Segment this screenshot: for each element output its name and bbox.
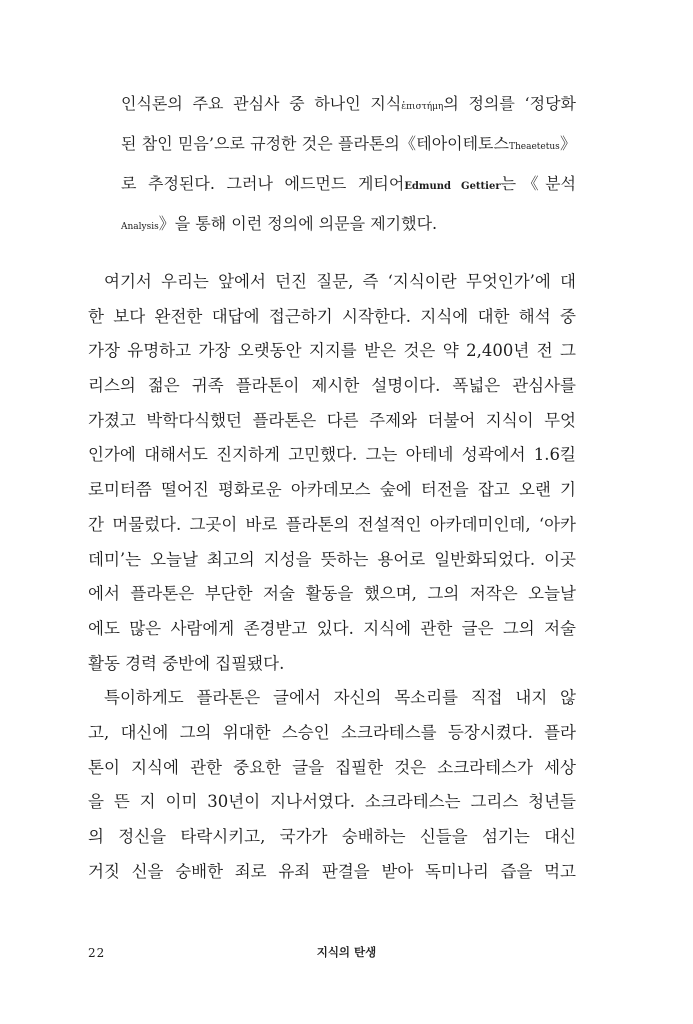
quote-text: 는《분석: [500, 174, 576, 193]
body-line: 로미터쯤 떨어진 평화로운 아카데모스 숲에 터전을 잡고 오랜 기: [88, 480, 576, 500]
body-line: 에서 플라톤은 부단한 저술 활동을 했으며, 그의 저작은 오늘날: [88, 584, 576, 604]
quote-line-2: [121, 124, 576, 164]
body-line: 데미’는 오늘날 최고의 지성을 뜻하는 용어로 일반화되었다. 이곳: [88, 549, 576, 569]
quote-line-1: [121, 84, 576, 124]
quote-text: 》: [559, 134, 576, 153]
body-line: 가졌고 박학다식했던 플라톤은 다른 주제와 더불어 지식이 무엇: [88, 410, 576, 430]
quote-text: 된 참인 믿음’으로 규정한 것은 플라톤의《테아이테토스: [121, 134, 509, 153]
page-number: 22: [88, 946, 106, 960]
latin-gloss: Analysis: [121, 222, 159, 232]
quote-line-4: [121, 204, 576, 244]
body-line: 활동 경력 중반에 집필됐다.: [88, 653, 285, 673]
quote-line-3: [121, 164, 576, 204]
body-line: 특이하게도 플라톤은 글에서 자신의 목소리를 직접 내지 않: [104, 688, 576, 708]
body-line: 인가에 대해서도 진지하게 고민했다. 그는 아테네 성곽에서 1.6킬: [88, 445, 576, 465]
body-line: 가장 유명하고 가장 오랫동안 지지를 받은 것은 약 2,400년 전 그: [88, 341, 576, 361]
body-line: 톤이 지식에 관한 중요한 글을 집필한 것은 소크라테스가 세상: [88, 757, 576, 777]
body-line: 여기서 우리는 앞에서 던진 질문, 즉 ‘지식이란 무엇인가’에 대: [104, 272, 576, 291]
author-gloss: Edmund Gettier: [404, 181, 501, 192]
body-text: [88, 265, 576, 889]
body-line: 고, 대신에 그의 위대한 스승인 소크라테스를 등장시켰다. 플라: [88, 722, 576, 742]
latin-gloss: Theaetetus: [508, 142, 560, 152]
quote-text: 》을 통해 이런 정의에 의문을 제기했다.: [158, 214, 438, 233]
body-line: 한 보다 완전한 대답에 접근하기 시작한다. 지식에 대한 해석 중: [88, 306, 576, 326]
body-line: 에도 많은 사람에게 존경받고 있다. 지식에 관한 글은 그의 저술: [88, 618, 576, 638]
body-line: 리스의 젊은 귀족 플라톤이 제시한 설명이다. 폭넓은 관심사를: [88, 376, 576, 396]
body-line: 을 뜬 지 이미 30년이 지나서였다. 소크라테스는 그리스 청년들: [88, 792, 576, 812]
quote-text: 인식론의 주요 관심사 중 하나인 지식: [121, 94, 402, 113]
body-line: 간 머물렀다. 그곳이 바로 플라톤의 전설적인 아카데미인데, ‘아카: [88, 514, 576, 534]
body-line: 의 정신을 타락시키고, 국가가 숭배하는 신들을 섬기는 대신: [88, 827, 576, 846]
blockquote: [121, 84, 576, 244]
running-footer-title: 지식의 탄생: [316, 945, 377, 959]
quote-text: 의 정의를 ‘정당화: [443, 94, 576, 113]
quote-text: 로 추정된다. 그러나 에드먼드 게티어: [121, 174, 405, 193]
body-line: 거짓 신을 숭배한 죄로 유죄 판결을 받아 독미나리 즙을 먹고: [88, 861, 576, 881]
greek-gloss: ἐπιστήμη: [401, 102, 444, 112]
